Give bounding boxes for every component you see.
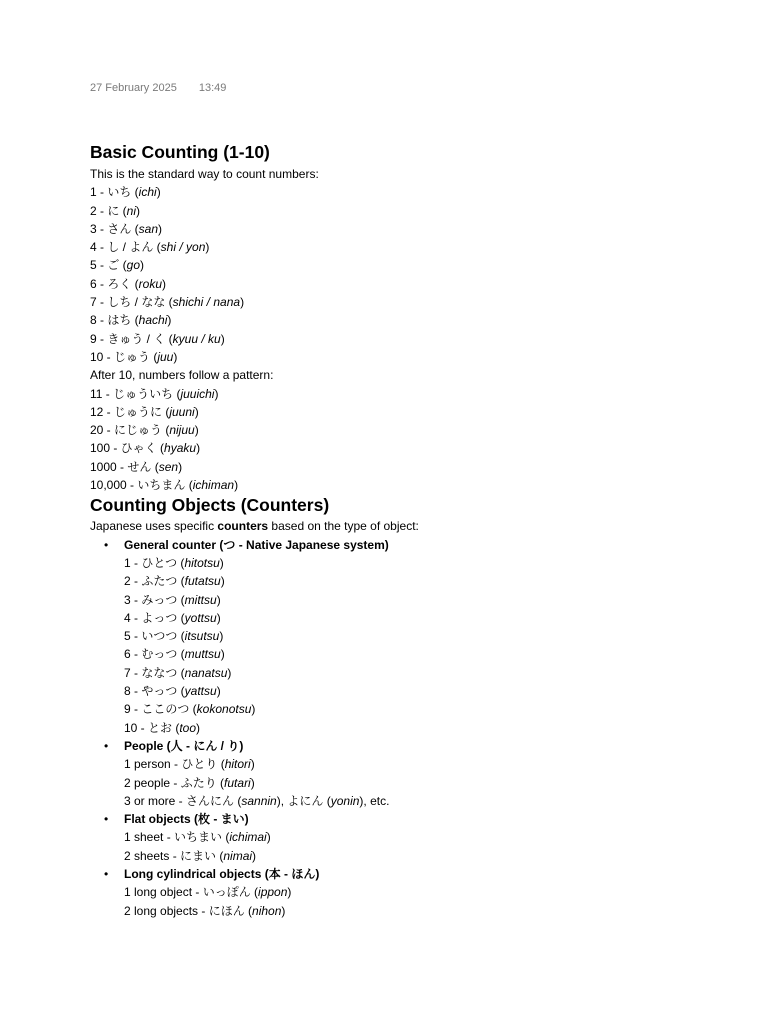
line-romaji: ichimai — [229, 830, 267, 845]
line-romaji: hitori — [224, 757, 251, 772]
counter-group-title: General counter (つ - Native Japanese system) — [124, 537, 389, 552]
line-suffix: ) — [162, 276, 167, 291]
counter-line — [124, 572, 730, 590]
note-page[interactable] — [90, 140, 730, 920]
bullet-icon: • — [104, 866, 109, 881]
counter-group — [90, 536, 730, 737]
counter-group-title: Long cylindrical objects (本 - ほん) — [124, 866, 320, 881]
line-romaji: muttsu — [184, 647, 221, 662]
counter-line — [124, 755, 730, 773]
pattern-line — [90, 476, 730, 494]
line-suffix: ) — [219, 555, 224, 570]
line-romaji: hyaku — [164, 441, 197, 456]
pattern-intro: After 10, numbers follow a pattern: — [90, 368, 274, 383]
line-romaji: juuichi — [180, 386, 215, 401]
line-suffix: ) — [220, 574, 225, 589]
line-suffix: ) — [216, 592, 221, 607]
line-romaji: futatsu — [184, 574, 221, 589]
bullet-icon: • — [104, 738, 109, 753]
line-romaji: hitotsu — [184, 555, 220, 570]
line-suffix: ) — [205, 240, 210, 255]
line-prefix: 9 - ここのつ ( — [124, 702, 197, 717]
line-suffix: ) — [167, 313, 172, 328]
counter-group-title: Flat objects (枚 - まい) — [124, 812, 249, 827]
line-suffix: ) — [196, 720, 201, 735]
line-romaji: roku — [138, 276, 163, 291]
counter-line — [124, 774, 730, 792]
pattern-line — [90, 385, 730, 403]
line-suffix: ) — [178, 459, 183, 474]
line-prefix: 5 - ご ( — [90, 258, 127, 273]
line-prefix: 20 - にじゅう ( — [90, 423, 170, 438]
numbers-list — [90, 183, 730, 366]
counter-line — [124, 682, 730, 700]
counter-groups — [90, 536, 730, 920]
line-romaji: kyuu / ku — [172, 331, 221, 346]
pattern-line — [90, 403, 730, 421]
counter-line — [124, 902, 730, 920]
line-suffix-2: ), etc. — [359, 793, 390, 808]
counter-line — [124, 792, 730, 810]
line-romaji: shichi / nana — [172, 295, 241, 310]
counters-intro-before: Japanese uses specific — [90, 519, 218, 534]
line-suffix: ) — [234, 478, 239, 493]
line-prefix: 7 - ななつ ( — [124, 665, 185, 680]
line-romaji: ni — [126, 203, 137, 218]
line-suffix: ) — [140, 258, 145, 273]
line-romaji: juu — [157, 349, 174, 364]
line-suffix: ) — [214, 386, 219, 401]
pattern-line — [90, 421, 730, 439]
counters-intro — [90, 517, 730, 535]
bullet-icon: • — [104, 812, 109, 827]
line-romaji: sannin — [241, 793, 277, 808]
line-romaji: nanatsu — [184, 665, 228, 680]
section-heading-counters: Counting Objects (Counters) — [90, 495, 330, 516]
counters-intro-after: based on the type of object: — [268, 519, 419, 534]
line-suffix: ) — [196, 441, 201, 456]
line-romaji: mittsu — [184, 592, 217, 607]
line-suffix: ) — [156, 185, 161, 200]
line-prefix: 10,000 - いちまん ( — [90, 478, 193, 493]
bullet-icon: • — [104, 537, 109, 552]
line-romaji: kokonotsu — [196, 702, 252, 717]
line-prefix: 1 sheet - いちまい ( — [124, 830, 230, 845]
line-suffix: ) — [287, 885, 292, 900]
line-romaji: itsutsu — [184, 629, 220, 644]
line-prefix: 8 - やっつ ( — [124, 684, 185, 699]
line-prefix: 3 - みっつ ( — [124, 592, 185, 607]
line-prefix: 1 long object - いっぽん ( — [124, 885, 259, 900]
line-suffix: ) — [158, 221, 163, 236]
line-suffix: ) — [216, 684, 221, 699]
line-prefix: 1 person - ひとり ( — [124, 757, 225, 772]
line-prefix: 2 long objects - にほん ( — [124, 903, 253, 918]
number-line — [90, 183, 730, 201]
line-prefix: 6 - ろく ( — [90, 276, 139, 291]
counter-group — [90, 865, 730, 920]
counter-line — [124, 645, 730, 663]
line-romaji: juuni — [169, 404, 195, 419]
line-prefix: 3 or more - さんにん ( — [124, 793, 242, 808]
section-intro: This is the standard way to count numbers: — [90, 167, 319, 181]
line-suffix: ) — [251, 702, 256, 717]
line-romaji: go — [126, 258, 141, 273]
line-prefix: 2 - ふたつ ( — [124, 574, 185, 589]
counter-line — [124, 664, 730, 682]
number-line — [90, 311, 730, 329]
counter-line — [124, 847, 730, 865]
number-line — [90, 330, 730, 348]
line-prefix: 12 - じゅうに ( — [90, 404, 170, 419]
line-romaji: nihon — [252, 903, 282, 918]
line-suffix: ) — [216, 610, 221, 625]
number-line — [90, 256, 730, 274]
line-romaji: ichi — [138, 185, 157, 200]
counters-intro-bold: counters — [217, 519, 269, 534]
counter-line — [124, 554, 730, 572]
line-suffix: ) — [227, 665, 232, 680]
counter-line — [124, 609, 730, 627]
line-suffix: ) — [240, 295, 245, 310]
counter-line — [124, 591, 730, 609]
number-line — [90, 220, 730, 238]
counter-line — [124, 719, 730, 737]
counter-line — [124, 627, 730, 645]
line-prefix: 2 people - ふたり ( — [124, 775, 225, 790]
line-suffix: ) — [220, 647, 225, 662]
line-romaji: nimai — [223, 848, 253, 863]
line-romaji: too — [179, 720, 197, 735]
line-romaji-2: yonin — [330, 793, 360, 808]
section-heading-basic-counting: Basic Counting (1-10) — [90, 142, 270, 162]
line-romaji: nijuu — [169, 423, 195, 438]
line-prefix: 2 - に ( — [90, 203, 127, 218]
line-romaji: futari — [224, 775, 251, 790]
line-prefix: 10 - じゅう ( — [90, 349, 158, 364]
line-prefix: 5 - いつつ ( — [124, 629, 185, 644]
line-suffix: ) — [173, 349, 178, 364]
counter-line — [124, 700, 730, 718]
pattern-line — [90, 439, 730, 457]
number-line — [90, 293, 730, 311]
counter-group — [90, 810, 730, 865]
number-line — [90, 238, 730, 256]
line-romaji: sen — [158, 459, 179, 474]
line-romaji: hachi — [138, 313, 168, 328]
line-prefix: 100 - ひゃく ( — [90, 441, 165, 456]
line-prefix: 1 - ひとつ ( — [124, 555, 185, 570]
line-prefix: 6 - むっつ ( — [124, 647, 185, 662]
line-romaji: yottsu — [184, 610, 217, 625]
pattern-line — [90, 458, 730, 476]
line-suffix: ), よにん ( — [276, 793, 331, 808]
line-suffix: ) — [266, 830, 271, 845]
line-prefix: 3 - さん ( — [90, 221, 139, 236]
counter-line — [124, 828, 730, 846]
note-date: 27 February 2025 — [90, 82, 177, 94]
line-romaji: san — [138, 221, 159, 236]
line-prefix: 2 sheets - にまい ( — [124, 848, 224, 863]
line-suffix: ) — [219, 629, 224, 644]
line-prefix: 1 - いち ( — [90, 185, 139, 200]
number-line — [90, 202, 730, 220]
line-suffix: ) — [281, 903, 286, 918]
line-prefix: 9 - きゅう / く ( — [90, 331, 173, 346]
pattern-list — [90, 385, 730, 495]
line-prefix: 8 - はち ( — [90, 313, 139, 328]
line-suffix: ) — [194, 423, 199, 438]
line-romaji: ippon — [258, 885, 288, 900]
counter-group-title: People (人 - にん / り) — [124, 738, 244, 753]
number-line — [90, 348, 730, 366]
line-prefix: 7 - しち / なな ( — [90, 295, 173, 310]
counter-group — [90, 737, 730, 810]
line-suffix: ) — [252, 848, 257, 863]
note-timestamp — [90, 82, 226, 94]
line-suffix: ) — [194, 404, 199, 419]
line-prefix: 1000 - せん ( — [90, 459, 159, 474]
note-time: 13:49 — [198, 82, 227, 94]
line-romaji: yattsu — [184, 684, 217, 699]
line-suffix: ) — [250, 775, 255, 790]
line-romaji: shi / yon — [160, 240, 206, 255]
counter-line — [124, 883, 730, 901]
line-suffix: ) — [250, 757, 255, 772]
line-prefix: 4 - し / よん ( — [90, 240, 161, 255]
line-romaji: ichiman — [192, 478, 235, 493]
line-prefix: 11 - じゅういち ( — [90, 386, 181, 401]
line-prefix: 10 - とお ( — [124, 720, 180, 735]
line-suffix: ) — [136, 203, 141, 218]
number-line — [90, 275, 730, 293]
line-suffix: ) — [220, 331, 225, 346]
line-prefix: 4 - よっつ ( — [124, 610, 185, 625]
